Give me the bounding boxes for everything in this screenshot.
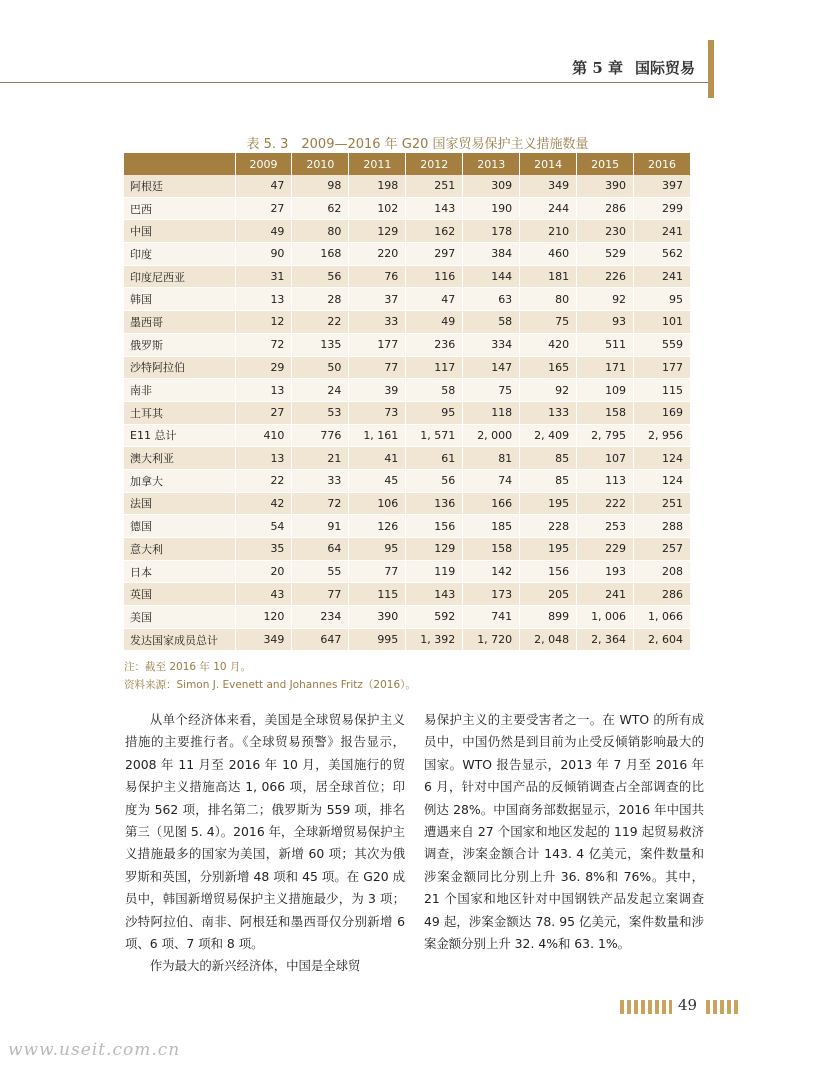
table-cell: 349: [235, 628, 292, 651]
table-cell: 241: [634, 265, 691, 288]
row-label: 日本: [124, 560, 235, 583]
table-cell: 1, 006: [577, 606, 634, 629]
row-label: 德国: [124, 515, 235, 538]
row-label: 美国: [124, 606, 235, 629]
table-cell: 1, 571: [406, 424, 463, 447]
table-cell: 47: [406, 288, 463, 311]
table-cell: 297: [406, 243, 463, 266]
table-cell: 397: [634, 175, 691, 197]
table-cell: 135: [292, 333, 349, 356]
table-cell: 244: [520, 197, 577, 220]
table-cell: 349: [520, 175, 577, 197]
table-cell: 390: [349, 606, 406, 629]
table-cell: 162: [406, 220, 463, 243]
table-cell: 63: [463, 288, 520, 311]
table-cell: 228: [520, 515, 577, 538]
column-header: 2013: [463, 153, 520, 175]
row-label: 法国: [124, 492, 235, 515]
table-row: [124, 424, 691, 447]
table-cell: 102: [349, 197, 406, 220]
table-cell: 220: [349, 243, 406, 266]
table-cell: 2, 604: [634, 628, 691, 651]
row-label: 意大利: [124, 538, 235, 561]
table-cell: 35: [235, 538, 292, 561]
table-cell: 1, 161: [349, 424, 406, 447]
table-cell: 129: [349, 220, 406, 243]
table-cell: 93: [577, 311, 634, 334]
table-cell: 177: [634, 356, 691, 379]
table-cell: 117: [406, 356, 463, 379]
column-header: 2010: [292, 153, 349, 175]
paragraph: 易保护主义的主要受害者之一。在 WTO 的所有成员中，中国仍然是到目前为止受反倾销影响最大的国家。WTO 报告显示，2013 年 7 月至 2016 年 6 月，针对中国产品的反倾销调查占全部调查的比例达 28%。中国商务部数据显示，2016 年中国共遭遇来自 27 个国家和地区发起的 119 起贸易救济调查，涉案金额合计 143. 4 亿美元，案件数量和涉案金额同比分别上升 36. 8%和 76%。其中，21 个国家和地区针对中国钢铁产品发起立案调查 49 起，涉案金额达 78. 95 亿美元，案件数量和涉案金额分别上升 32. 4%和 63. 1%。: [424, 712, 704, 952]
table-cell: 288: [634, 515, 691, 538]
table-cell: 37: [349, 288, 406, 311]
table-cell: 124: [634, 447, 691, 470]
table-row: [124, 243, 691, 266]
table-cell: 118: [463, 401, 520, 424]
table-cell: 178: [463, 220, 520, 243]
table-cell: 62: [292, 197, 349, 220]
row-label: 中国: [124, 220, 235, 243]
table-row: [124, 356, 691, 379]
watermark: www.useit.com.cn: [8, 1040, 181, 1060]
table-cell: 27: [235, 197, 292, 220]
table-cell: 13: [235, 379, 292, 402]
table-cell: 158: [463, 538, 520, 561]
table-cell: 72: [292, 492, 349, 515]
table-cell: 54: [235, 515, 292, 538]
table-cell: 205: [520, 583, 577, 606]
table-cell: 2, 409: [520, 424, 577, 447]
table-cell: 31: [235, 265, 292, 288]
table-notes: [124, 658, 416, 694]
table-cell: 208: [634, 560, 691, 583]
table-cell: 12: [235, 311, 292, 334]
table-cell: 95: [634, 288, 691, 311]
table-cell: 177: [349, 333, 406, 356]
table-note: 注：截至 2016 年 10 月。: [124, 661, 251, 673]
table-cell: 116: [406, 265, 463, 288]
table-cell: 92: [520, 379, 577, 402]
table-cell: 210: [520, 220, 577, 243]
column-header: 2011: [349, 153, 406, 175]
table-cell: 143: [406, 583, 463, 606]
column-header: [124, 153, 235, 175]
table-row: [124, 469, 691, 492]
table-row: [124, 583, 691, 606]
table-row: [124, 628, 691, 651]
table-cell: 156: [406, 515, 463, 538]
table-cell: 143: [406, 197, 463, 220]
table-cell: 156: [520, 560, 577, 583]
table-cell: 50: [292, 356, 349, 379]
table-body: [124, 175, 691, 651]
table-cell: 24: [292, 379, 349, 402]
table-cell: 286: [634, 583, 691, 606]
table-cell: 22: [235, 469, 292, 492]
table-cell: 420: [520, 333, 577, 356]
table-cell: 95: [406, 401, 463, 424]
header-accent-bar: [708, 40, 714, 98]
table-cell: 165: [520, 356, 577, 379]
running-header: [572, 57, 695, 78]
column-header: 2016: [634, 153, 691, 175]
table-cell: 198: [349, 175, 406, 197]
row-label: 加拿大: [124, 469, 235, 492]
table-cell: 741: [463, 606, 520, 629]
footer-ornament-right: [706, 1000, 740, 1014]
page-number: 49: [678, 996, 698, 1014]
chapter-label: 第 5 章: [572, 59, 623, 77]
table-cell: 592: [406, 606, 463, 629]
row-label: 阿根廷: [124, 175, 235, 197]
table-cell: 251: [406, 175, 463, 197]
table-cell: 81: [463, 447, 520, 470]
table-cell: 75: [520, 311, 577, 334]
table-row: [124, 265, 691, 288]
table-cell: 511: [577, 333, 634, 356]
table-cell: 95: [349, 538, 406, 561]
table-cell: 299: [634, 197, 691, 220]
table-cell: 29: [235, 356, 292, 379]
table-row: [124, 492, 691, 515]
table-cell: 77: [292, 583, 349, 606]
table-cell: 76: [349, 265, 406, 288]
table-cell: 58: [406, 379, 463, 402]
table-cell: 77: [349, 356, 406, 379]
table-row: [124, 606, 691, 629]
column-header: 2015: [577, 153, 634, 175]
table-row: [124, 175, 691, 197]
table-cell: 1, 066: [634, 606, 691, 629]
table-cell: 107: [577, 447, 634, 470]
row-label: 墨西哥: [124, 311, 235, 334]
table-row: [124, 197, 691, 220]
table-cell: 74: [463, 469, 520, 492]
table-cell: 56: [292, 265, 349, 288]
table-cell: 85: [520, 469, 577, 492]
table-cell: 58: [463, 311, 520, 334]
table-row: [124, 311, 691, 334]
column-header: 2014: [520, 153, 577, 175]
row-label: 印度尼西亚: [124, 265, 235, 288]
table-cell: 1, 392: [406, 628, 463, 651]
table-cell: 257: [634, 538, 691, 561]
table-cell: 90: [235, 243, 292, 266]
table-cell: 286: [577, 197, 634, 220]
table-cell: 241: [577, 583, 634, 606]
table-cell: 195: [520, 538, 577, 561]
table-cell: 73: [349, 401, 406, 424]
table-cell: 384: [463, 243, 520, 266]
table-cell: 41: [349, 447, 406, 470]
table-row: [124, 379, 691, 402]
table-cell: 47: [235, 175, 292, 197]
table-cell: 98: [292, 175, 349, 197]
table-row: [124, 288, 691, 311]
column-header: 2012: [406, 153, 463, 175]
table-cell: 529: [577, 243, 634, 266]
table-cell: 2, 048: [520, 628, 577, 651]
table-cell: 77: [349, 560, 406, 583]
table-cell: 56: [406, 469, 463, 492]
table-cell: 22: [292, 311, 349, 334]
table-cell: 109: [577, 379, 634, 402]
header-rule: [0, 82, 712, 83]
table-cell: 222: [577, 492, 634, 515]
row-label: 发达国家成员总计: [124, 628, 235, 651]
table-cell: 241: [634, 220, 691, 243]
table-cell: 33: [292, 469, 349, 492]
table-source: 资料来源：Simon J. Evenett and Johannes Fritz（2016）。: [124, 679, 416, 691]
table-cell: 133: [520, 401, 577, 424]
table-row: [124, 220, 691, 243]
row-label: 沙特阿拉伯: [124, 356, 235, 379]
footer-ornament-left: [620, 1000, 672, 1014]
row-label: 英国: [124, 583, 235, 606]
table-cell: 80: [292, 220, 349, 243]
row-label: 印度: [124, 243, 235, 266]
table-row: [124, 560, 691, 583]
table-cell: 562: [634, 243, 691, 266]
table-cell: 21: [292, 447, 349, 470]
table-cell: 115: [634, 379, 691, 402]
table-cell: 226: [577, 265, 634, 288]
table-cell: 91: [292, 515, 349, 538]
section-label: 国际贸易: [634, 59, 695, 77]
row-label: 南非: [124, 379, 235, 402]
table-row: [124, 401, 691, 424]
table-cell: 2, 795: [577, 424, 634, 447]
protection-measures-table: [124, 153, 691, 651]
table-cell: 80: [520, 288, 577, 311]
table-cell: 185: [463, 515, 520, 538]
table-cell: 559: [634, 333, 691, 356]
table-cell: 647: [292, 628, 349, 651]
table-cell: 136: [406, 492, 463, 515]
table-cell: 229: [577, 538, 634, 561]
table-cell: 147: [463, 356, 520, 379]
table-row: [124, 333, 691, 356]
table-cell: 53: [292, 401, 349, 424]
table-cell: 49: [406, 311, 463, 334]
table-row: [124, 538, 691, 561]
row-label: 俄罗斯: [124, 333, 235, 356]
table-cell: 158: [577, 401, 634, 424]
row-label: E11 总计: [124, 424, 235, 447]
table-row: [124, 447, 691, 470]
row-label: 巴西: [124, 197, 235, 220]
table-cell: 28: [292, 288, 349, 311]
table-cell: 20: [235, 560, 292, 583]
table-cell: 251: [634, 492, 691, 515]
table-cell: 64: [292, 538, 349, 561]
paragraph: 作为最大的新兴经济体，中国是全球贸: [149, 958, 361, 974]
table-cell: 334: [463, 333, 520, 356]
table-cell: 33: [349, 311, 406, 334]
table-cell: 115: [349, 583, 406, 606]
table-cell: 85: [520, 447, 577, 470]
table-cell: 460: [520, 243, 577, 266]
table-cell: 776: [292, 424, 349, 447]
table-cell: 43: [235, 583, 292, 606]
table-cell: 169: [634, 401, 691, 424]
table-cell: 45: [349, 469, 406, 492]
table-cell: 92: [577, 288, 634, 311]
table-cell: 230: [577, 220, 634, 243]
table-cell: 2, 956: [634, 424, 691, 447]
table-cell: 899: [520, 606, 577, 629]
table-cell: 253: [577, 515, 634, 538]
table-cell: 119: [406, 560, 463, 583]
table-cell: 142: [463, 560, 520, 583]
table-cell: 234: [292, 606, 349, 629]
paragraph: 从单个经济体来看，美国是全球贸易保护主义措施的主要推行者。《全球贸易预警》报告显示，2008 年 11 月至 2016 年 10 月，美国施行的贸易保护主义措施高达 1, 066 项，居全球首位；印度为 562 项，排名第二；俄罗斯为 559 项，排名第三（见图 5. 4）。2016 年，全球新增贸易保护主义措施最多的国家为美国，新增 60 项；其次为俄罗斯和英国，分别新增 48 项和 45 项。在 G20 成员中，韩国新增贸易保护主义措施最少，为 3 项；沙特阿拉伯、南非、阿根廷和墨西哥仅分别新增 6 项、6 项、7 项和 8 项。: [125, 712, 405, 952]
table-cell: 171: [577, 356, 634, 379]
body-column-left: [125, 709, 405, 978]
table-cell: 193: [577, 560, 634, 583]
table-cell: 113: [577, 469, 634, 492]
row-label: 澳大利亚: [124, 447, 235, 470]
table-cell: 236: [406, 333, 463, 356]
table-cell: 55: [292, 560, 349, 583]
table-cell: 2, 364: [577, 628, 634, 651]
table-row: [124, 515, 691, 538]
table-cell: 410: [235, 424, 292, 447]
table-cell: 195: [520, 492, 577, 515]
table-cell: 995: [349, 628, 406, 651]
table-cell: 124: [634, 469, 691, 492]
table-cell: 39: [349, 379, 406, 402]
table-cell: 75: [463, 379, 520, 402]
table-cell: 1, 720: [463, 628, 520, 651]
table-cell: 13: [235, 288, 292, 311]
table-cell: 42: [235, 492, 292, 515]
body-column-right: [424, 709, 704, 955]
table-cell: 173: [463, 583, 520, 606]
row-label: 韩国: [124, 288, 235, 311]
table-cell: 126: [349, 515, 406, 538]
table-header-row: [124, 153, 691, 175]
table-cell: 106: [349, 492, 406, 515]
table-caption: 表 5. 3 2009—2016 年 G20 国家贸易保护主义措施数量: [246, 137, 589, 152]
table-cell: 2, 000: [463, 424, 520, 447]
table-cell: 168: [292, 243, 349, 266]
table-cell: 144: [463, 265, 520, 288]
table-cell: 309: [463, 175, 520, 197]
column-header: 2009: [235, 153, 292, 175]
table-cell: 49: [235, 220, 292, 243]
table-cell: 390: [577, 175, 634, 197]
table-cell: 101: [634, 311, 691, 334]
table-cell: 61: [406, 447, 463, 470]
table-cell: 27: [235, 401, 292, 424]
table-cell: 129: [406, 538, 463, 561]
table-cell: 190: [463, 197, 520, 220]
table-cell: 72: [235, 333, 292, 356]
table-cell: 181: [520, 265, 577, 288]
row-label: 土耳其: [124, 401, 235, 424]
table-cell: 120: [235, 606, 292, 629]
table-cell: 166: [463, 492, 520, 515]
table-cell: 13: [235, 447, 292, 470]
